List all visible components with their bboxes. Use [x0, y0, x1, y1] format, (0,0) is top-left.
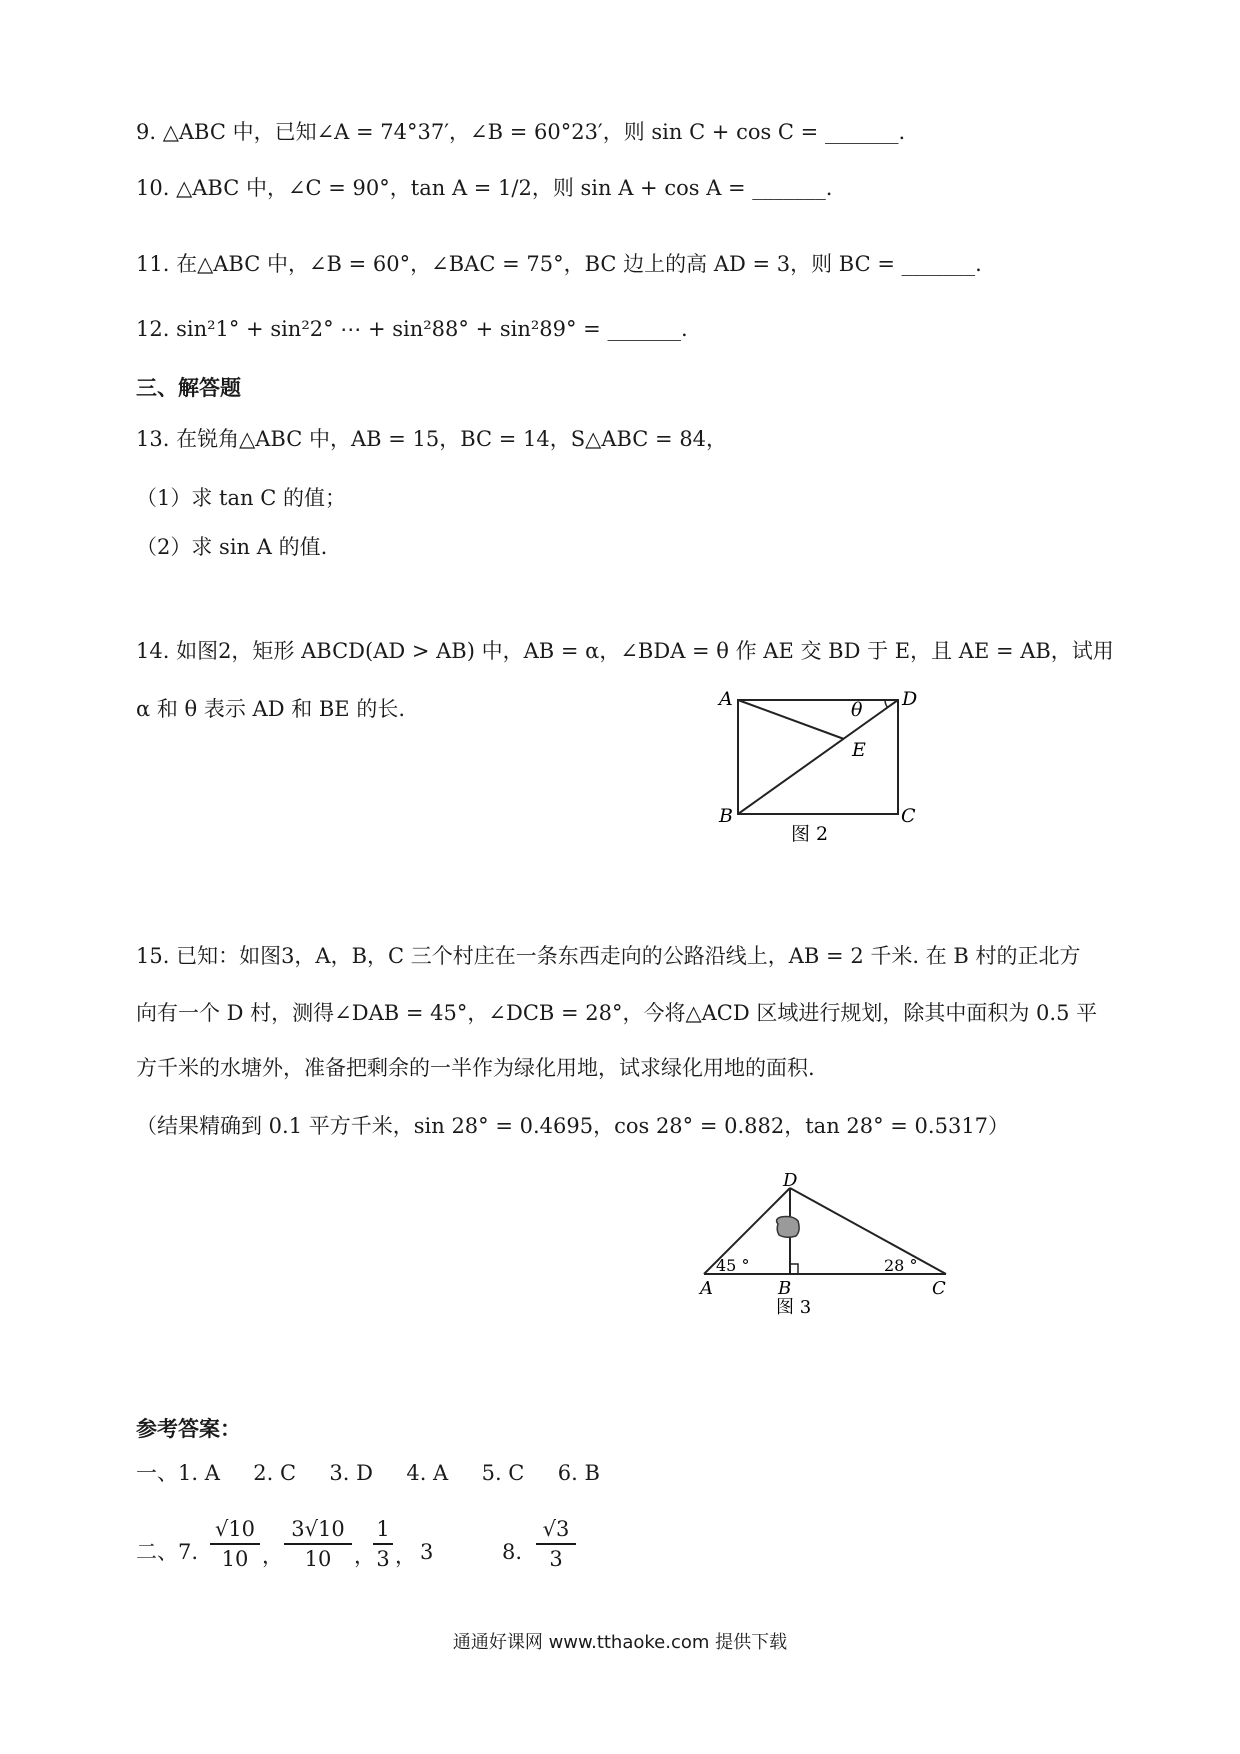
right-angle-mark: [790, 1264, 798, 1274]
fraction-denominator: 10: [221, 1547, 249, 1571]
question-12: 12. sin²1° + sin²2° ⋯ + sin²88° + sin²89° = _______.: [136, 317, 688, 341]
fraction-numerator: 3√10: [284, 1517, 352, 1545]
answer-separator: ，: [395, 1544, 416, 1568]
fraction-denominator: 3: [549, 1547, 563, 1571]
answers-heading: 参考答案：: [136, 1417, 241, 1441]
segment-dc: [790, 1188, 946, 1274]
question-15-line1: 15. 已知：如图3，A，B，C 三个村庄在一条东西走向的公路沿线上，AB = 2 千米. 在 B 村的正北方: [136, 944, 1081, 968]
figure-2: [715, 688, 919, 846]
figure-3-caption: 图 3: [776, 1297, 812, 1318]
label-a: A: [700, 1278, 713, 1299]
angle-45-label: 45 °: [716, 1256, 750, 1275]
answer-7-fraction-2: [284, 1517, 352, 1571]
label-d: D: [783, 1171, 798, 1191]
question-15-note: （结果精确到 0.1 平方千米，sin 28° = 0.4695，cos 28° = 0.882，tan 28° = 0.5317）: [136, 1114, 1010, 1138]
answer-separator: ，: [262, 1544, 283, 1568]
question-10: 10. △ABC 中，∠C = 90°，tan A = 1/2，则 sin A + cos A = _______.: [136, 176, 833, 200]
question-11: 11. 在△ABC 中，∠B = 60°，∠BAC = 75°，BC 边上的高 AD = 3，则 BC = _______.: [136, 252, 982, 276]
label-theta: θ: [851, 699, 863, 721]
question-14-line1: 14. 如图2，矩形 ABCD(AD > AB) 中，AB = α，∠BDA = θ 作 AE 交 BD 于 E，且 AE = AB，试用: [136, 639, 1114, 663]
fraction-denominator: 3: [376, 1547, 390, 1571]
fraction-numerator: √10: [210, 1517, 260, 1545]
section-heading-solutions: 三、解答题: [136, 376, 241, 400]
pond-shape: [777, 1217, 800, 1238]
figure-2-caption: 图 2: [791, 823, 829, 845]
angle-theta-arc: [885, 700, 888, 708]
angle-28-label: 28 °: [884, 1256, 918, 1275]
question-14-line2: α 和 θ 表示 AD 和 BE 的长.: [136, 697, 405, 721]
answer-7-fraction-1: [210, 1517, 260, 1571]
question-13-part2: （2）求 sin A 的值.: [136, 535, 328, 559]
fraction-numerator: √3: [536, 1517, 576, 1545]
answers-part2-prefix: 二、7.: [136, 1540, 199, 1564]
label-c: C: [932, 1278, 946, 1299]
diagonal-bd: [738, 700, 898, 814]
answer-8-fraction: [536, 1517, 576, 1571]
figure-3: [698, 1171, 950, 1318]
question-15-line3: 方千米的水塘外，准备把剩余的一半作为绿化用地，试求绿化用地的面积.: [136, 1056, 815, 1080]
question-13-part1: （1）求 tan C 的值；: [136, 486, 346, 510]
answer-8-label: 8.: [502, 1540, 523, 1564]
label-e: E: [852, 739, 866, 761]
answer-7-fraction-3: [373, 1517, 393, 1571]
label-b: B: [719, 805, 733, 827]
fraction-denominator: 10: [304, 1547, 332, 1571]
page-footer: 通通好课网 www.tthaoke.com 提供下载: [452, 1632, 788, 1653]
question-15-line2: 向有一个 D 村，测得∠DAB = 45°，∠DCB = 28°，今将△ACD 区域进行规划，除其中面积为 0.5 平: [136, 1001, 1098, 1025]
answer-7-last: 3: [420, 1540, 434, 1564]
question-9: 9. △ABC 中，已知∠A = 74°37′，∠B = 60°23′，则 sin C + cos C = _______.: [136, 120, 906, 144]
segment-ae: [738, 700, 844, 739]
label-a: A: [719, 688, 733, 710]
answers-part1: 一、1. A 2. C 3. D 4. A 5. C 6. B: [136, 1461, 600, 1485]
fraction-numerator: 1: [373, 1517, 393, 1545]
question-13: 13. 在锐角△ABC 中，AB = 15，BC = 14，S△ABC = 84，: [136, 427, 728, 451]
label-c: C: [901, 805, 916, 827]
answer-separator: ，: [354, 1544, 375, 1568]
label-d: D: [902, 688, 918, 710]
label-b: B: [778, 1278, 792, 1299]
